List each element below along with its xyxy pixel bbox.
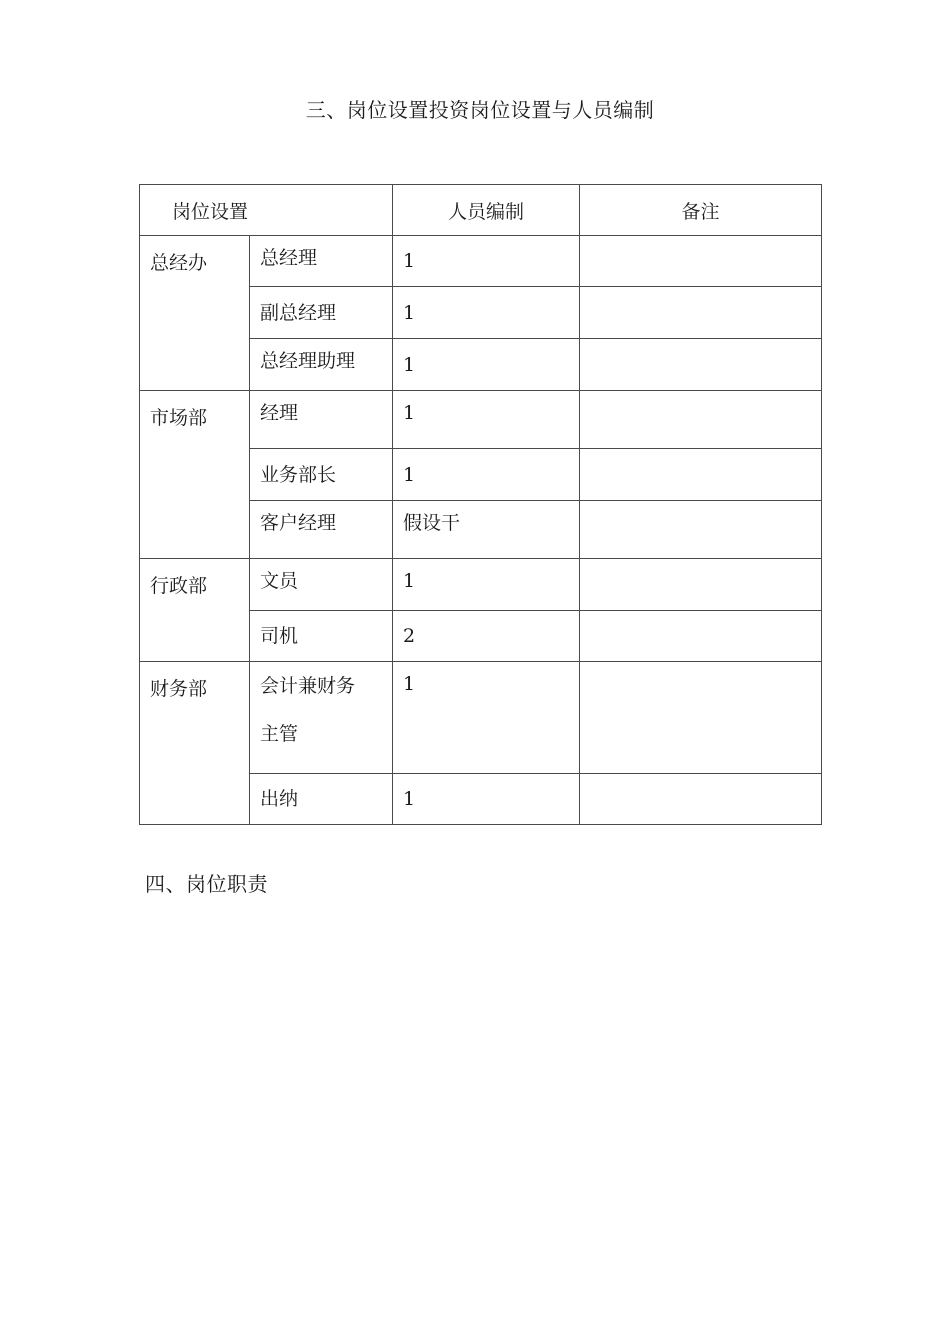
remarks-cell — [580, 611, 822, 662]
department-cell: 行政部 — [140, 559, 250, 662]
department-cell: 总经办 — [140, 236, 250, 391]
headcount-cell: 假设干 — [393, 501, 580, 559]
remarks-cell — [580, 774, 822, 825]
role-cell: 总经理助理 — [250, 339, 393, 391]
remarks-cell — [580, 559, 822, 611]
headcount-cell: 1 — [393, 391, 580, 449]
header-headcount: 人员编制 — [393, 185, 580, 236]
staffing-table — [139, 184, 822, 825]
role-cell: 会计兼财务主管 — [250, 662, 393, 774]
role-cell: 副总经理 — [250, 287, 393, 339]
headcount-cell: 2 — [393, 611, 580, 662]
role-cell: 文员 — [250, 559, 393, 611]
table-row — [140, 559, 822, 611]
role-cell: 总经理 — [250, 236, 393, 287]
table-header-row — [140, 185, 822, 236]
headcount-cell: 1 — [393, 339, 580, 391]
remarks-cell — [580, 287, 822, 339]
remarks-cell — [580, 391, 822, 449]
headcount-cell: 1 — [393, 236, 580, 287]
role-cell: 业务部长 — [250, 449, 393, 501]
table-row — [140, 391, 822, 449]
remarks-cell — [580, 449, 822, 501]
remarks-cell — [580, 501, 822, 559]
department-cell: 财务部 — [140, 662, 250, 825]
section-3-title: 三、岗位设置投资岗位设置与人员编制 — [305, 98, 655, 122]
remarks-cell — [580, 236, 822, 287]
headcount-cell: 1 — [393, 774, 580, 825]
headcount-cell: 1 — [393, 449, 580, 501]
header-remarks: 备注 — [580, 185, 822, 236]
table-row — [140, 662, 822, 774]
headcount-cell: 1 — [393, 559, 580, 611]
role-cell: 经理 — [250, 391, 393, 449]
role-cell: 出纳 — [250, 774, 393, 825]
role-cell: 客户经理 — [250, 501, 393, 559]
remarks-cell — [580, 339, 822, 391]
table-row — [140, 236, 822, 287]
department-cell: 市场部 — [140, 391, 250, 559]
role-cell: 司机 — [250, 611, 393, 662]
headcount-cell: 1 — [393, 287, 580, 339]
headcount-cell: 1 — [393, 662, 580, 774]
section-4-title: 四、岗位职责 — [145, 872, 268, 896]
header-position: 岗位设置 — [140, 185, 393, 236]
remarks-cell — [580, 662, 822, 774]
